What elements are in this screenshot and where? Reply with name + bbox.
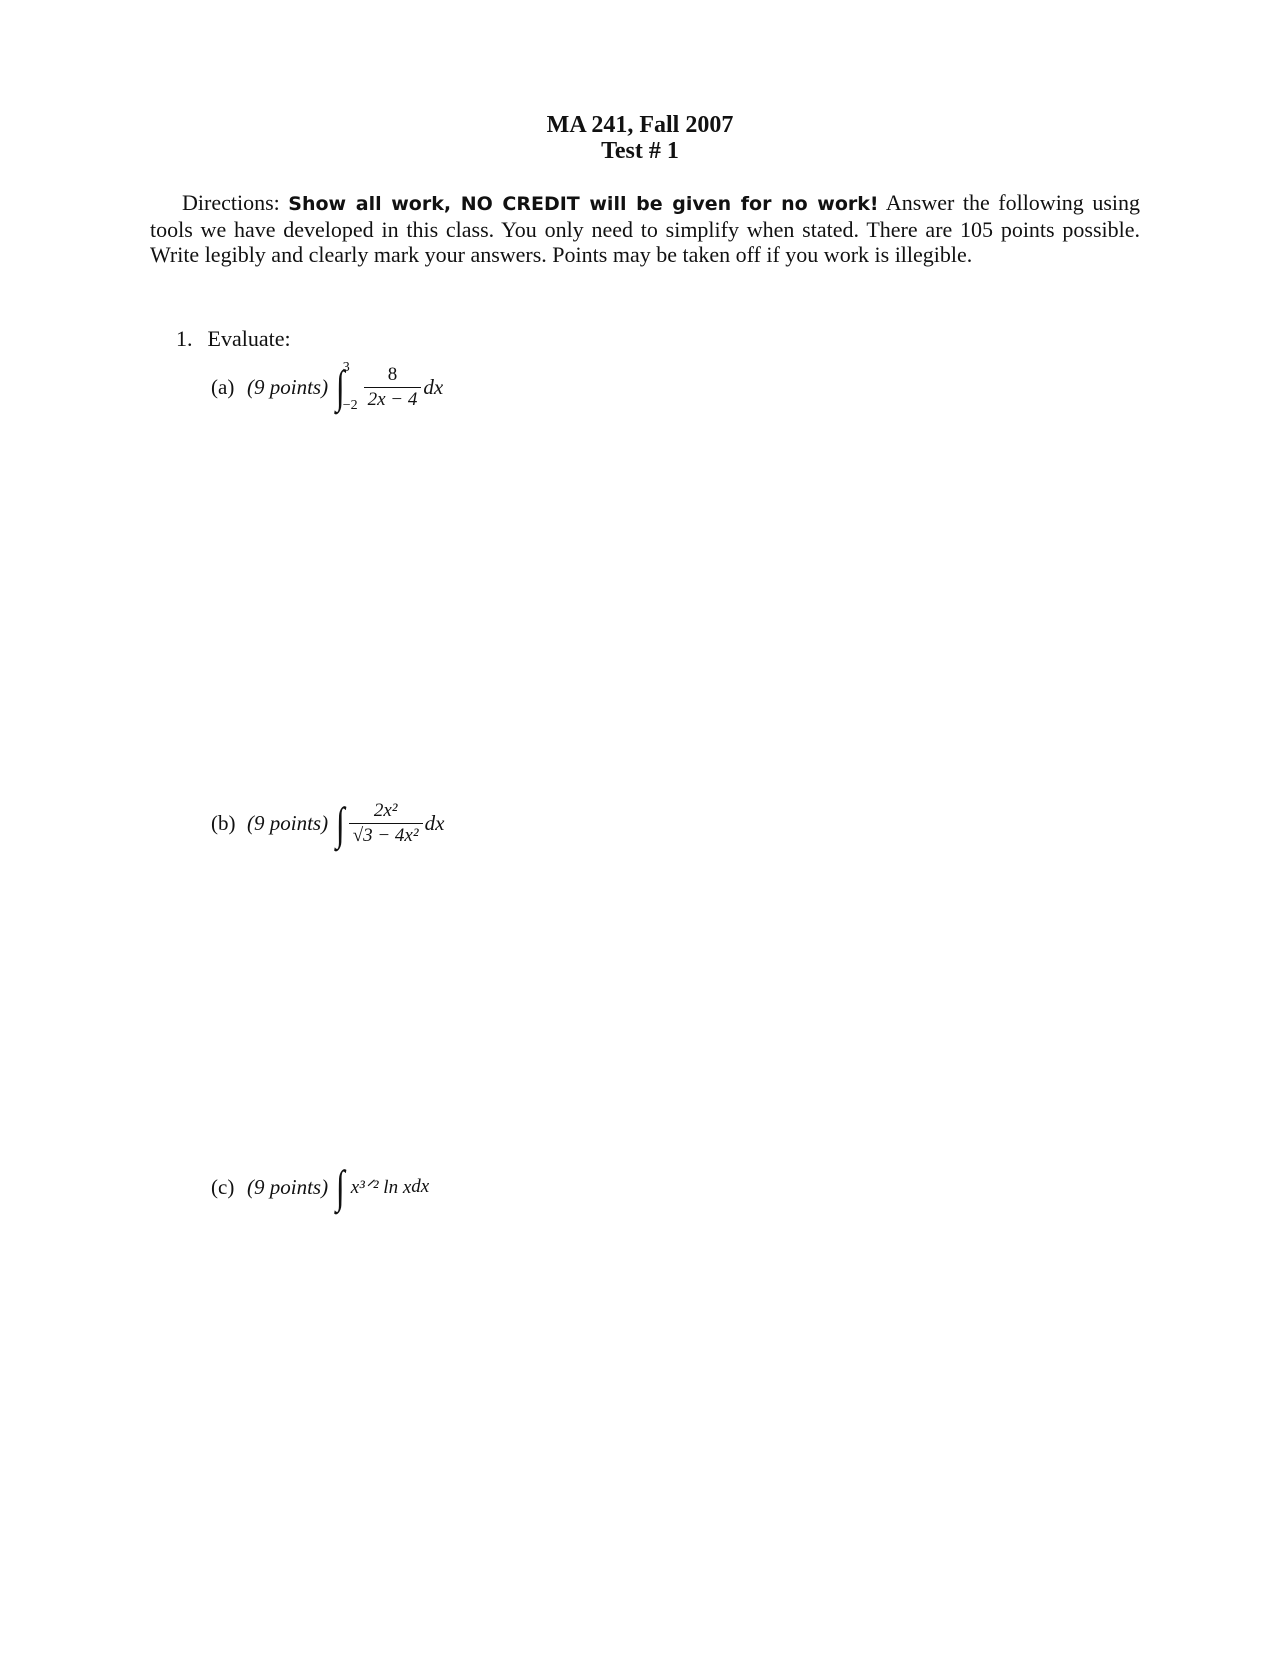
question-1b (211, 797, 445, 849)
question-1 (176, 326, 291, 352)
question-1a (211, 360, 443, 414)
differential: dx (424, 811, 445, 835)
test-title: Test # 1 (601, 138, 679, 164)
integral-expression (334, 1161, 430, 1212)
part-label: (c) (211, 1174, 235, 1199)
part-points: (9 points) (247, 811, 329, 835)
integral-sign-icon: ∫ (335, 361, 345, 412)
directions-body: Answer the following using tools we have developed in this class. You only need to simplify when stated. There are 105 points possible. Write legibly and clearly mark your answers. Points may be taken off if you work is illegible. (150, 190, 1140, 267)
denominator: √3 − 4x² (349, 823, 423, 847)
course-title: MA 241, Fall 2007 (546, 112, 734, 138)
part-points: (9 points) (247, 374, 329, 399)
question-number: 1. (176, 326, 193, 351)
question-prompt: Evaluate: (207, 326, 291, 351)
directions-emphasis: Show all work, NO CREDIT will be given for no work! (288, 193, 879, 215)
part-label: (a) (211, 374, 235, 399)
numerator: 2x² (373, 800, 398, 821)
part-label: (b) (211, 811, 236, 835)
question-1c (211, 1161, 430, 1212)
differential: dx (423, 374, 444, 399)
numerator: 8 (387, 363, 398, 385)
integral-expression (334, 797, 445, 849)
fraction (364, 364, 422, 411)
lower-limit: −2 (342, 398, 358, 413)
differential: dx (411, 1176, 430, 1197)
part-points: (9 points) (247, 1174, 329, 1199)
integrand: x³ᐟ² ln x (350, 1176, 412, 1198)
fraction (349, 800, 423, 847)
integral-sign-icon: ∫ (335, 1161, 345, 1212)
integral-expression (334, 360, 443, 414)
directions-paragraph (150, 190, 1140, 267)
integral-sign-icon: ∫ (335, 797, 345, 849)
upper-limit: 3 (342, 360, 350, 375)
title-block (0, 112, 1280, 164)
directions-lead: Directions: (182, 190, 280, 215)
denominator: 2x − 4 (364, 387, 422, 411)
